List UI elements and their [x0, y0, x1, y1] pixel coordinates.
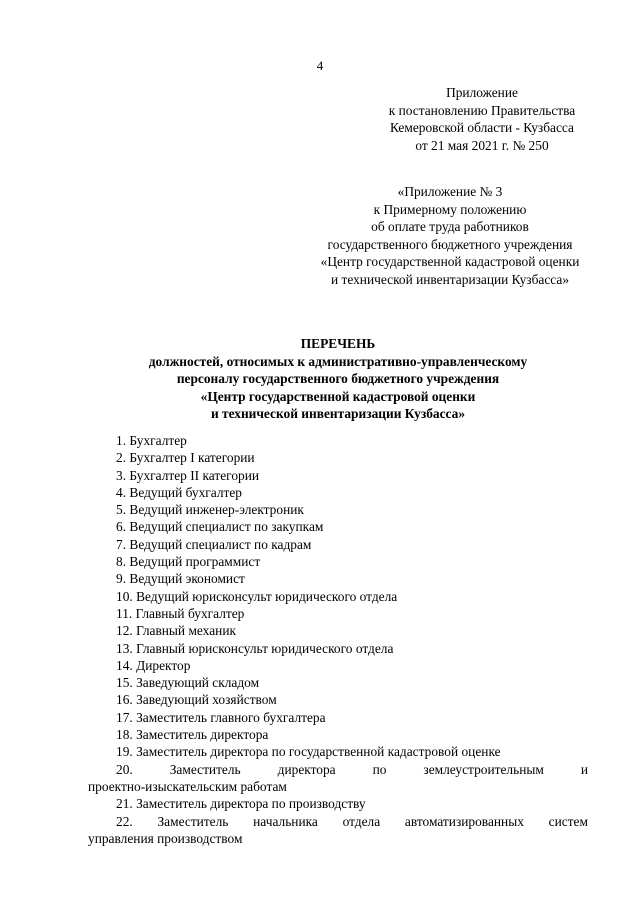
appendix-line: к постановлению Правительства — [388, 102, 576, 118]
list-item: 10. Ведущий юрисконсульт юридического отдела — [116, 588, 398, 604]
list-item: 4. Ведущий бухгалтер — [116, 484, 243, 500]
list-item: 9. Ведущий экономист — [116, 571, 245, 587]
appendix-3-line: государственного бюджетного учреждения — [327, 236, 573, 252]
list-item: 17. Заместитель главного бухгалтера — [116, 709, 326, 725]
positions-list — [88, 432, 588, 847]
title-line: должностей, относимых к административно-управленческому — [148, 353, 528, 369]
appendix-3-line: «Приложение № 3 — [397, 184, 503, 199]
list-item: 2. Бухгалтер I категории — [116, 450, 255, 466]
list-item-20: 20. Заместитель директора по землеустроительным и проектно-изыскательским работам — [88, 761, 588, 794]
list-item: 16. Заведующий хозяйством — [116, 692, 277, 708]
appendix-3-line: «Центр государственной кадастровой оценки — [320, 254, 580, 269]
title-line: персоналу государственного бюджетного учреждения — [176, 371, 500, 386]
list-item: 12. Главный механик — [116, 623, 236, 639]
title-heading: ПЕРЕЧЕНЬ — [300, 336, 376, 351]
appendix-line: от 21 мая 2021 г. № 250 — [415, 137, 549, 153]
appendix-3-line: к Примерному положению — [373, 201, 527, 217]
appendix-3-line: и технической инвентаризации Кузбасса» — [330, 271, 570, 287]
list-item: 14. Директор — [116, 657, 191, 673]
page-number: 4 — [316, 58, 324, 73]
list-item: 5. Ведущий инженер-электроник — [116, 502, 304, 518]
list-item: 13. Главный юрисконсульт юридического отдела — [116, 640, 394, 656]
list-item: 11. Главный бухгалтер — [116, 605, 245, 621]
list-item: 6. Ведущий специалист по закупкам — [116, 519, 324, 535]
title-line: и технической инвентаризации Кузбасса» — [210, 406, 466, 421]
document-title — [88, 335, 588, 423]
list-item-22: 22. Заместитель начальника отдела автоматизированных систем управления производством — [88, 813, 588, 846]
appendix-line: Приложение — [446, 85, 518, 100]
list-item: 3. Бухгалтер II категории — [116, 467, 260, 483]
appendix-3-line: об оплате труда работников — [371, 219, 529, 234]
list-item: 19. Заместитель директора по государственной кадастровой оценке — [116, 744, 501, 760]
title-line: «Центр государственной кадастровой оценки — [200, 388, 476, 404]
list-item: 8. Ведущий программист — [116, 554, 261, 570]
list-item: 21. Заместитель директора по производству — [116, 796, 366, 812]
list-item: 7. Ведущий специалист по кадрам — [116, 536, 312, 552]
list-item: 18. Заместитель директора — [116, 727, 269, 743]
appendix-3-header — [298, 183, 602, 288]
appendix-line: Кемеровской области - Кузбасса — [390, 120, 574, 135]
appendix-header — [340, 84, 624, 154]
list-item: 15. Заведующий складом — [116, 675, 260, 691]
list-item: 1. Бухгалтер — [116, 433, 187, 448]
